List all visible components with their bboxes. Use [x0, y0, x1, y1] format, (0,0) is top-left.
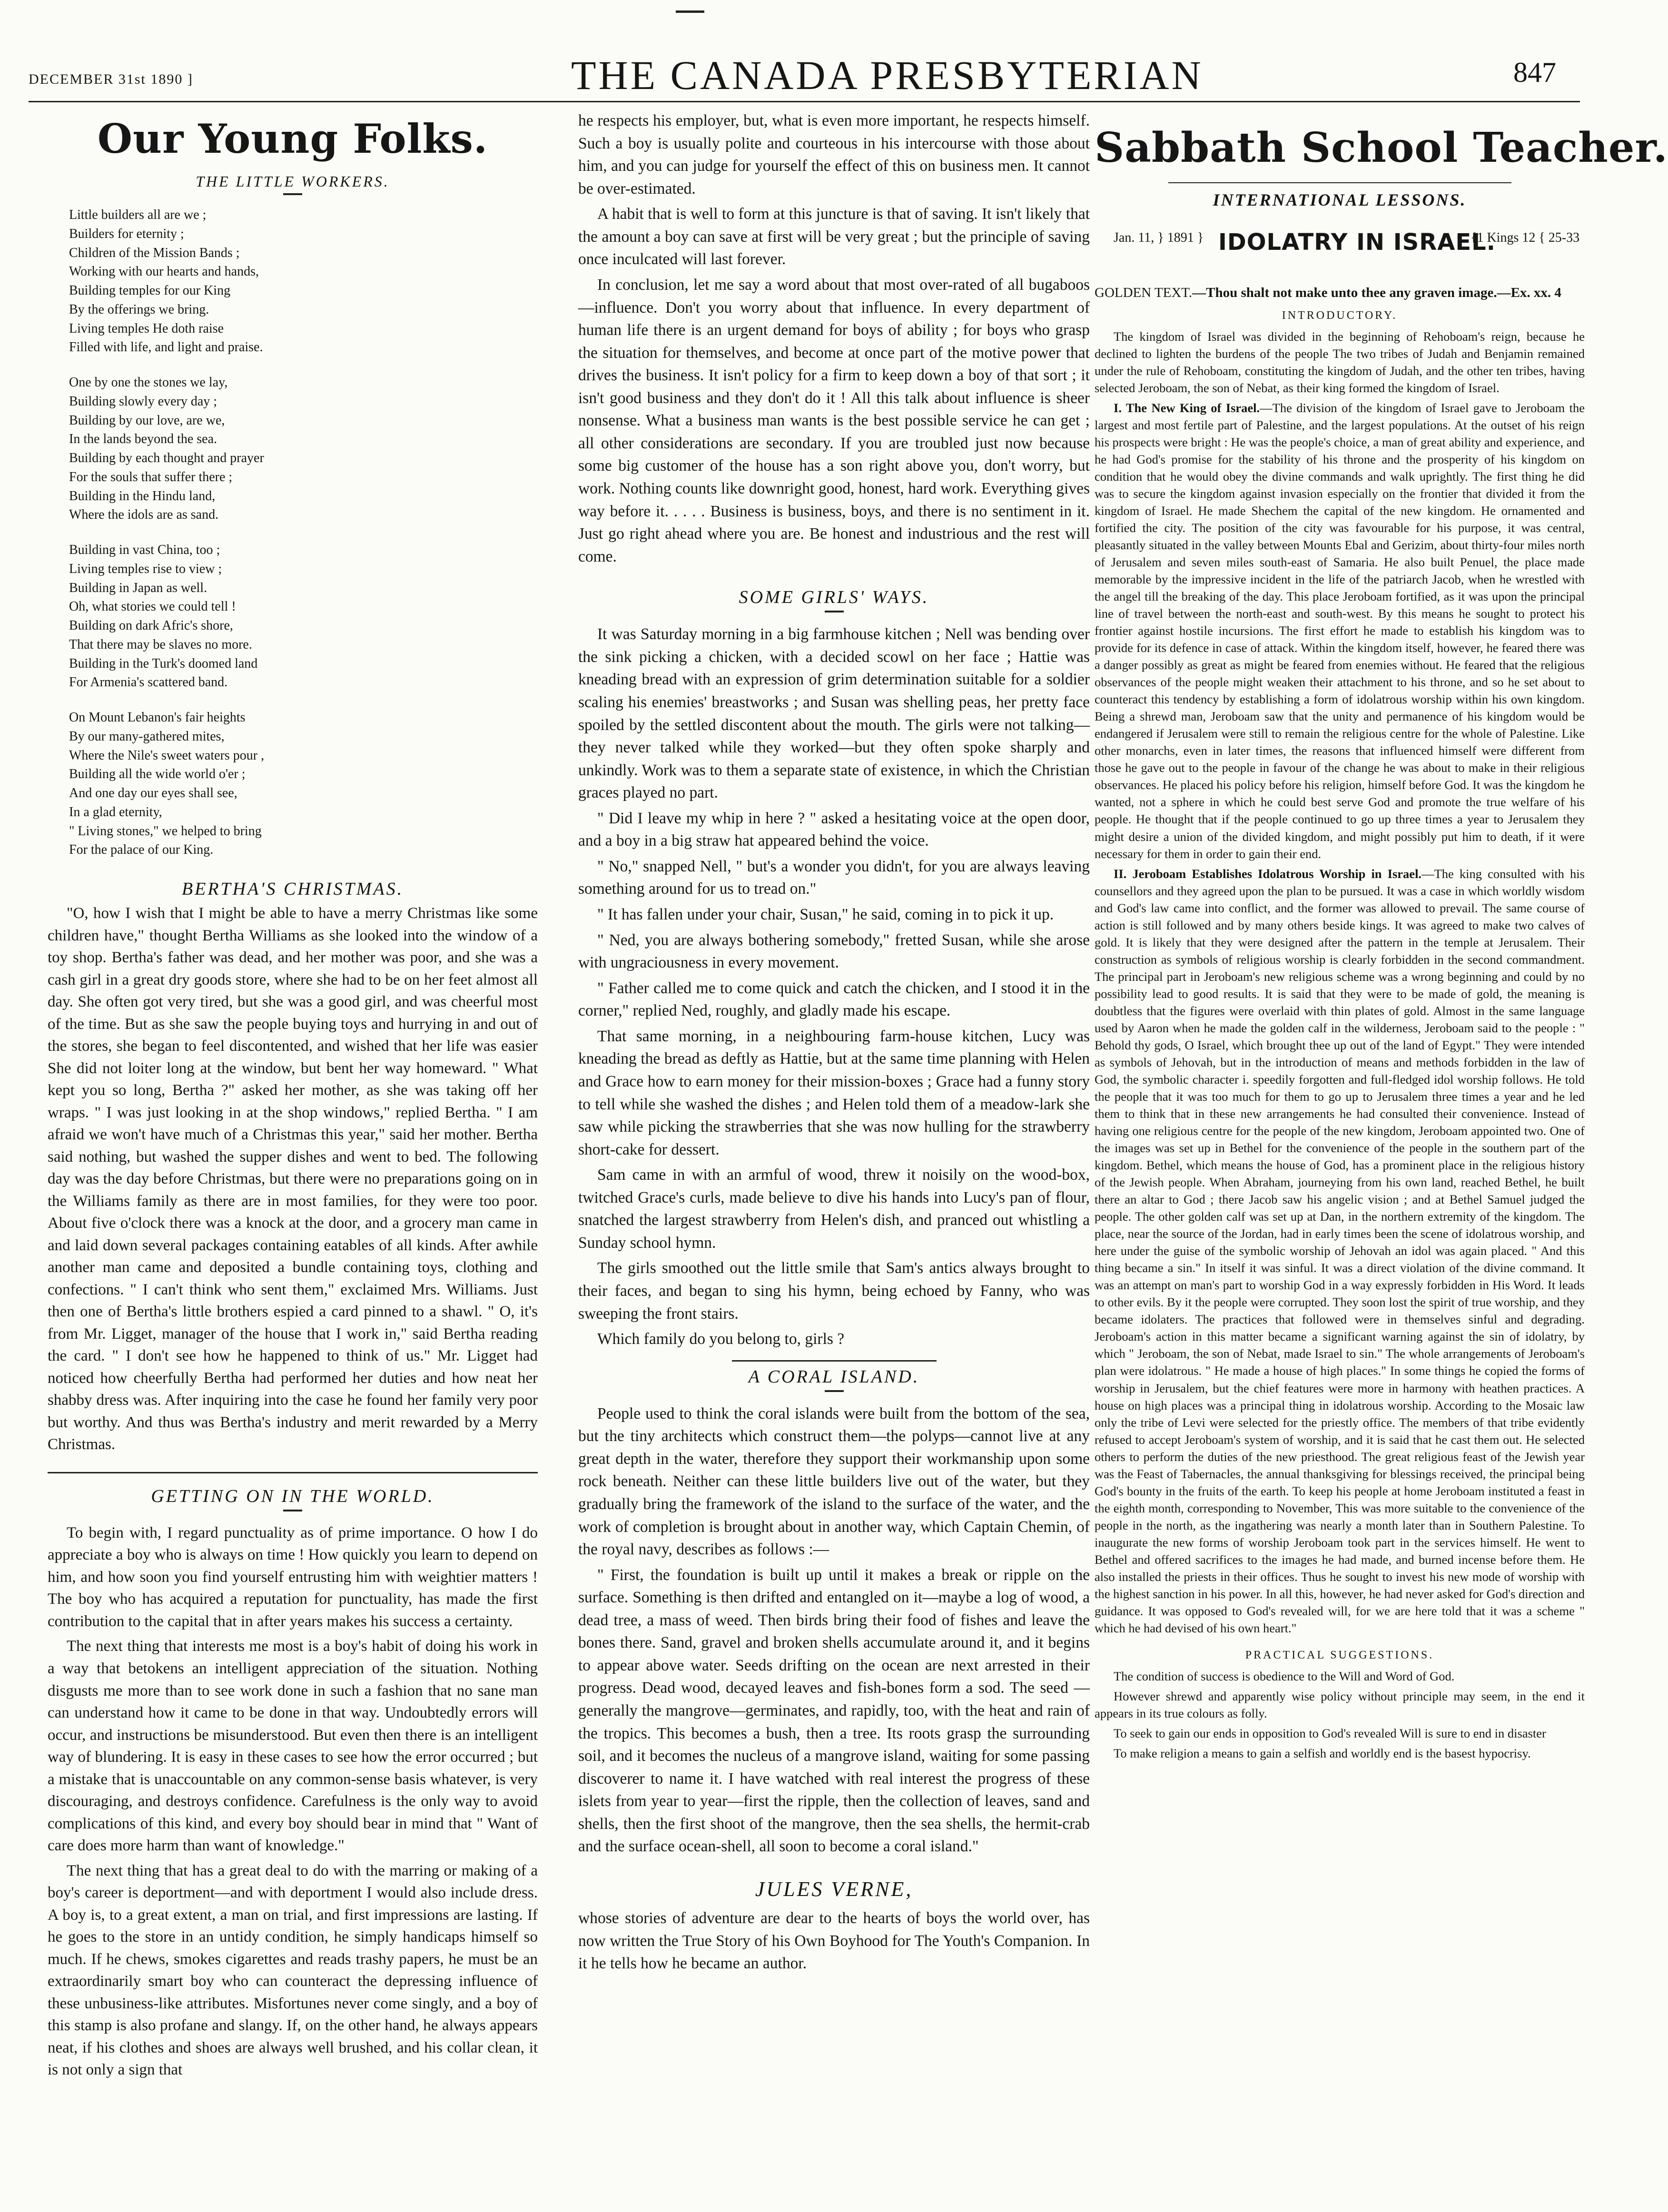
paragraph: Which family do you belong to, girls ?	[597, 1330, 845, 1348]
poem-line: Building temples for our King	[69, 283, 231, 298]
poem-stanza	[69, 206, 538, 357]
lesson-date: Jan. 11, } 1891 }	[1114, 230, 1204, 245]
poem-line: Living temples rise to view ;	[69, 561, 222, 576]
poem-line: Builders for eternity ;	[69, 226, 184, 241]
poem-line: On Mount Lebanon's fair heights	[69, 710, 246, 725]
lesson-reference: {1 Kings 12 { 25-33	[1471, 230, 1580, 245]
poem-line: Building on dark Afric's shore,	[69, 618, 233, 633]
poem-line: Where the Nile's sweet waters pour ,	[69, 748, 265, 763]
poem-line: For Armenia's scattered band.	[69, 675, 228, 690]
poem-line: Building slowly every day ;	[69, 394, 217, 409]
poem-line: In the lands beyond the sea.	[69, 432, 217, 447]
world-article-continued	[578, 109, 1090, 568]
section-heading: I. The New King of Israel.	[1114, 400, 1260, 415]
poem-line: Building in the Turk's doomed land	[69, 656, 258, 671]
poem-line: And one day our eyes shall see,	[69, 786, 237, 800]
poem-line: For the souls that suffer there ;	[69, 469, 233, 484]
poem-stanza	[69, 541, 538, 692]
poem	[48, 206, 538, 859]
masthead-rule	[1168, 182, 1511, 183]
coral-article	[578, 1402, 1090, 1858]
sabbath-school-masthead: Sabbath School Teacher.	[1095, 124, 1668, 172]
poem-line: Building by each thought and prayer	[69, 451, 264, 465]
coral-title: A CORAL ISLAND.	[748, 1366, 920, 1387]
paragraph	[1095, 399, 1585, 862]
poem-line: Building by our love, are we,	[69, 413, 225, 428]
title-dash	[283, 193, 302, 195]
world-article	[48, 1522, 538, 2081]
paragraph: " Ned, you are always bothering somebody," fretted Susan, while she arose with ungraciousness in every movement.	[578, 931, 1090, 972]
girls-title: SOME GIRLS' WAYS.	[739, 587, 929, 608]
paragraph: It was Saturday morning in a big farmhouse kitchen ; Nell was bending over the sink picking a chicken, with a decided scowl on her face ; Hattie was kneading bread with an expression of grim determination suitable for a soldier scaling his enemies' breastworks ; and Susan was shelling peas, her pretty face spoiled by the settled discontent about the mouth. The girls were not talking—they never talked while they worked—but they often spoke sharply and unkindly. Work was to them a separate state of existence, in which the Christian graces played no part.	[578, 625, 1090, 802]
lesson-body	[1095, 328, 1585, 1637]
paragraph: Sam came in with an armful of wood, threw it noisily on the wood-box, twitched Grace's curls, made believe to dive his hands into Lucy's pan of flour, snatched the largest strawberry from Helen's dish, and pranced out whistling a Sunday school hymn.	[578, 1166, 1090, 1252]
poem-line: Little builders all are we ;	[69, 207, 207, 222]
paragraph: That same morning, in a neighbouring farm-house kitchen, Lucy was kneading the bread as deftly as Hattie, but at the same time planning with Helen and Grace how to earn money for their mission-boxes ; Grace had a funny story to tell while she washed the dishes ; and Helen told them of a meadow-lark she saw while picking the strawberries that she was now hulling for the strawberry short-cake for dessert.	[578, 1027, 1090, 1158]
paragraph: The next thing that interests me most is a boy's habit of doing his work in a way that betokens an intelligent appreciation of the situation. Nothing disgusts me more than to see work done in such a fashion that no sane man can understand how it came to be done in that way. Undoubtedly errors will occur, and instructions be misunderstood. But even then there is an intelligent way of blundering. It is easy in these cases to see how the error occurred ; but a mistake that is unaccountable on any common-sense basis whatever, is very discouraging, and destroys confidence. Carefulness is the only way to avoid complications of this kind, and every boy should bear in mind that " Want of care does more harm than want of knowledge."	[48, 1638, 538, 1855]
column-1	[48, 109, 538, 2084]
paragraph: People used to think the coral islands were built from the bottom of the sea, but the tiny architects which construct them—the polyps—cannot live at any great depth in the water, therefore they support their workmanship upon some rock beneath. Neither can these little builders live out of the water, but they gradually bring the framework of the island to the surface of the water, and the work of completion is brought about in another way, which Captain Chemin, of the royal navy, describes as follows :—	[578, 1404, 1090, 1559]
section-rule	[732, 1360, 937, 1362]
bertha-story	[48, 902, 538, 1456]
paragraph	[1095, 865, 1585, 1637]
poem-line: By our many-gathered mites,	[69, 729, 225, 744]
newspaper-title: THE CANADA PRESBYTERIAN	[571, 52, 1204, 98]
poem-line: Living temples He doth raise	[69, 321, 224, 336]
title-dash	[825, 611, 844, 612]
paragraph: " First, the foundation is built up until it makes a break or ripple on the surface. Something is then drifted and entangled on it—maybe a log of wood, a dead tree, a mass of weed. Then birds bring their food of fishes and leave the bones there. Sand, gravel and broken shells accumulate around it, and it begins to appear above water. Seeds drifting on the ocean are next arrested in their progress. Dead wood, decayed leaves and fish-bones form a sod. The seed —generally the mangrove—germinates, and rapidly, too, with the heat and rain of the tropics. This becomes a bush, then a tree. Its roots grasp the surrounding soil, and it becomes the nucleus of a mangrove island, waiting for some passing discoverer to name it. I have watched with real interest the progress of these islets from year to year—first the ripple, then the collection of leaves, sand and shells, then the first shoot of the mangrove, then the sea shells, the hermit-crab and the surface ocean-shell, all soon to become a coral island."	[578, 1566, 1090, 1856]
poem-line: Where the idols are as sand.	[69, 507, 219, 523]
lesson-header	[1095, 221, 1585, 283]
poem-line: " Living stones," we helped to bring	[69, 823, 262, 839]
section-rule	[48, 1472, 538, 1473]
paragraph: The girls smoothed out the little smile that Sam's antics always brought to their faces, and began to sing his hymn, being echoed by Fanny, who was sweeping the front stairs.	[578, 1259, 1090, 1323]
golden-text-body: —Thou shalt not make unto thee any graven image.—Ex. xx. 4	[1192, 285, 1561, 300]
title-dash	[825, 1390, 844, 1392]
paragraph: In conclusion, let me say a word about that most over-rated of all bugaboos—influence. Don't you worry about that influence. In every department of human life there is an urgent demand for boys of ability ; for boys who grasp the situation for themselves, and become at once part of the motive power that drives the business. It isn't policy for a firm to keep down a boy of that sort ; it isn't good business and they don't do it ! All this talk about influence is sheer nonsense. What a business man wants is the best possible service he can get ; all other considerations are secondary. If you are troubled just now because some big customer of the house has a son right above you, don't worry, but work. Nothing counts like downright good, honest, hard work. Everything gives way before it. . . . . Business is business, boys, and there is no sentiment in it. Just go right ahead where you are. Be honest and industrious and the rest will come.	[578, 276, 1090, 565]
poem-line: Building in the Hindu land,	[69, 488, 216, 504]
poem-line: By the offerings we bring.	[69, 302, 209, 317]
poem-line: Building in vast China, too ;	[69, 543, 220, 557]
paragraph: he respects his employer, but, what is even more important, he respects himself. Such a boy is usually polite and courteous in his intercourse with those about him, and you can judge for yourself the effect of this on business men. It cannot be over-estimated.	[578, 112, 1090, 198]
poem-line: For the palace of our King.	[69, 842, 214, 858]
poem-stanza	[69, 373, 538, 524]
golden-text	[1095, 283, 1585, 303]
column-2	[578, 109, 1090, 1978]
jules-verne-heading: JULES VERNE,	[755, 1877, 913, 1901]
lesson-title: IDOLATRY IN ISRAEL.	[1218, 229, 1496, 256]
poem-stanza	[69, 708, 538, 859]
paragraph: " No," snapped Nell, " but's a wonder you didn't, for you are always leaving something around for us to tread on."	[578, 857, 1090, 898]
paragraph: To make religion a means to gain a selfish and worldly end is the basest hypocrisy.	[1114, 1746, 1531, 1761]
header-rule	[29, 101, 1580, 102]
section-heading: II. Jeroboam Establishes Idolatrous Worship in Israel.	[1114, 866, 1422, 881]
poem-title: THE LITTLE WORKERS.	[196, 173, 390, 190]
paragraph: "O, how I wish that I might be able to have a merry Christmas like some children have," thought Bertha Williams as she looked into the window of a toy shop. Bertha's father was dead, and her mother was poor, and she was a cash girl in a great dry goods store, where she had to be on her feet almost all day. She often got very tired, but she was a good girl, and was cheerful most of the time. But as she saw the people buying toys and hurrying in and out of the stores, she began to feel discontented, and wished that her life was easier She did not loiter long at the window, but bent her way homeward. " What kept you so long, Bertha ?" asked her mother, as she was taking off her wraps. " I was just looking in at the shop windows," replied Bertha. " I am afraid we won't have much of a Christmas this year," said her mother. Bertha said nothing, but washed the supper dishes and went to bed. The following day was the day before Christmas, but there were no preparations going on in the Williams family as there are in most families, for they were too poor. About five o'clock there was a knock at the door, and a grocery man came in and laid down several packages containing eatables of all kinds. After awhile another man came and deposited a bundle containing toys, clothing and confections. " I can't think who sent them," exclaimed Mrs. Williams. Just then one of Bertha's little brothers espied a card pinned to a shawl. " O, it's from Mr. Ligget, manager of the house that I work in," said Bertha reading the card. " I don't see how he happened to think of us." Mr. Ligget had noticed how cheerfully Bertha had performed her duties and how neat her shabby dress was. After inquiring into the case he found her family very poor but worthy. And thus was Bertha's industry and merit rewarded by a Merry Christmas.	[48, 905, 538, 1453]
poem-line: Oh, what stories we could tell !	[69, 599, 236, 614]
top-mark	[676, 10, 704, 13]
paragraph: whose stories of adventure are dear to the hearts of boys the world over, has now written the True Story of his Own Boyhood for The Youth's Companion. In it he tells how he became an author.	[578, 1909, 1090, 1973]
paragraph: " Father called me to come quick and catch the chicken, and I stood it in the corner," replied Ned, roughly, and gladly made his escape.	[578, 979, 1090, 1020]
section-text: —The division of the kingdom of Israel gave to Jeroboam the largest and most fertile part of Palestine, and the largest populations. At the outset of his reign his prospects were bright : He was the people's choice, a man of great ability and experience, and he had God's promise for the stability of his throne and the prosperity of his kingdom on condition that he would obey the divine commands and walk uprightly. The first thing he did was to secure the kingdom against invasion especially on the frontier that divided it from the kingdom of Israel. He made Shechem the capital of the new kingdom. He ornamented and fortified the city. The position of the city was favourable for his purpose, it was central, pleasantly situated in the valley between Mounts Ebal and Gerizim, about thirty-four miles north of Jerusalem and seven miles south-east of Samaria. He also built Penuel, the place made memorable by the impressive incident in the life of the patriarch Jacob, when he wrestled with the angel till the breaking of the day. This place Jeroboam fortified, as it was upon the principal line of travel between the north-east and south-west. By this means he sought to protect his frontier against hostile incursions. The first effort he made to establish his kingdom was to provide for its defence in case of attack. Within the kingdom itself, however, he feared there was a danger possibly as great as might be feared from enemies without. He feared that the religious observances of the people might weaken their attachment to his throne, and so he set about to counteract this tendency by establishing a form of idolatrous worship within his own kingdom. Being a shrewd man, Jeroboam saw that the unity and permanence of his kingdom would be endangered if Jerusalem were still to remain the religious centre for the whole of Palestine. Like other monarchs, even in later times, the reasons that influenced himself were different from those he gave out to the people in favour of the change he was about to make in their religious observances. He placed his policy before his religion, himself before God. It was the kingdom he wanted, not a sphere in which he could best serve God and promote the true welfare of his people. He thought that if the people continued to go up three times a year to Jerusalem they might desire a union of the divided kingdom, and might possibly put him to death, if it were necessary for them in order to gain their end.	[1095, 400, 1585, 861]
poem-line: In a glad eternity,	[69, 804, 162, 820]
poem-line: Children of the Mission Bands ;	[69, 245, 240, 260]
paragraph: " It has fallen under your chair, Susan," he said, coming in to pick it up.	[597, 906, 1054, 923]
paragraph: The condition of success is obedience to the Will and Word of God.	[1114, 1669, 1455, 1683]
poem-line: Building all the wide world o'er ;	[69, 767, 246, 782]
paragraph: However shrewd and apparently wise policy without principle may seem, in the end it appears in its true colours as folly.	[1095, 1689, 1585, 1721]
title-dash	[283, 1510, 302, 1511]
paragraph: " Did I leave my whip in here ? " asked a hesitating voice at the open door, and a boy in a big straw hat appeared behind the voice.	[578, 809, 1090, 850]
paragraph: A habit that is well to form at this juncture is that of saving. It isn't likely that the amount a boy can save at first will be very great ; but the principle of saving once inculcated will last forever.	[578, 205, 1090, 268]
bertha-title: BERTHA'S CHRISTMAS.	[181, 879, 404, 899]
poem-line: Filled with life, and light and praise.	[69, 340, 263, 355]
header-date: DECEMBER 31st 1890 ]	[29, 71, 193, 87]
jules-verne-notice	[578, 1907, 1090, 1975]
paragraph: The kingdom of Israel was divided in the beginning of Rehoboam's reign, because he declined to lighten the burdens of the people The two tribes of Judah and Benjamin remained under the rule of Rehoboam, constituting the kingdom of Judah, and the other ten tribes, having selected Jeroboam, the son of Nebat, as their king formed the kingdom of Israel.	[1095, 329, 1585, 395]
girls-story	[578, 623, 1090, 1350]
golden-text-label: GOLDEN TEXT.	[1095, 285, 1193, 300]
introductory-label: INTRODUCTORY.	[1282, 309, 1398, 322]
international-lessons: INTERNATIONAL LESSONS.	[1213, 190, 1467, 209]
page-number: 847	[1513, 57, 1556, 88]
paragraph: To seek to gain our ends in opposition to God's revealed Will is sure to end in disaster	[1114, 1726, 1546, 1741]
section-text: —The king consulted with his counsellors and they agreed upon the plan to be pursued. It was a case in which worldly wisdom and God's law came into conflict, and the former was allowed to prevail. The same course of action is still followed and by many others beside kings. It was agreed to make two calves of gold. It is likely that they were designed after the pattern in the temple at Jerusalem. Their construction as symbols of religious worship is clearly forbidden in the second commandment. The principal part in Jeroboam's new religious scheme was a wrong beginning and could by no possibility lead to good results. It is said that they were to be made of gold, the meaning is doubtless that the figures were overlaid with thin plates of gold. Almost in the same language used by Aaron when he made the golden calf in the wilderness, Jeroboam said to the people : " Behold thy gods, O Israel, which brought thee up out of the land of Egypt." They were intended as symbols of Jehovah, but in the introduction of means and methods forbidden in the law of God, the symbolic character i. speedily forgotten and full-fledged idol worship follows. He told the people that it was too much for them to go up to Jerusalem three times a year and he led them to think that in these new arrangements he had consulted their convenience. Instead of having one religious centre for the people of the new kingdom, Jeroboam appointed two. One of the images was set up in Bethel for the convenience of the people in the southern part of the kingdom. Bethel, which means the house of God, has a prominent place in the religious history of the Jewish people. When Abraham, journeying from his own land, reached Bethel, he built there an altar to God ; there Jacob saw his angelic vision ; and at Bethel Samuel judged the people. The other golden calf was set up at Dan, in the northern extremity of the kingdom. The place, near the source of the Jordan, had in early times been the scene of idolatrous worship, and here under the guise of the symbolic worship of Jehovah an idol was again placed. " And this thing became a sin." In itself it was sinful. It was a direct violation of the divine command. It was an attempt on man's part to worship God in a way expressly forbidden in His Word. It leads to other evils. By it the people were corrupted. They soon lost the spirit of true worship, and they became idolaters. The practices that followed were in themselves sinful and degrading. Jeroboam's action in this matter became a significant warning against the sin of idolatry, by which " Jeroboam, the son of Nebat, made Israel to sin." The whole arrangements of Jeroboam's plan were idolatrous. " He made a house of high places." In some things he copied the forms of worship in Jerusalem, but the chief features were more in harmony with heathen practices. A house on high places was a principal thing in idolatrous worship. According to the Mosaic law only the tribe of Levi were selected for the priestly office. The members of that tribe evidently refused to accept Jeroboam's system of worship, and it is said that he cast them out. He selected others to perform the duties of the new priesthood. The great religious feast of the Jewish year was the Feast of Tabernacles, the annual thanksgiving for blessings received, the principal being God's bounty in the fruits of the earth. To keep his people at home Jeroboam instituted a feast in the eighth month, corresponding to November, This was more suitable to the convenience of the people in the north, as the ingathering was nearly a month later than in Southern Palestine. To inaugurate the new forms of worship Jeroboam took part in the services himself. He went to Bethel and offered sacrifices to the images he had made, and burned incense before them. He also installed the priests in their offices. Thus he sought to invest his new mode of worship with the highest sanction in his power. In all this, however, he had never asked for God's direction and guidance. It was opposed to God's revealed will, for we are here told that it was a scheme " which he had devised of his own heart."	[1095, 866, 1585, 1635]
paragraph: To begin with, I regard punctuality as of prime importance. O how I do appreciate a boy who is always on time ! How quickly you learn to depend on him, and how soon you find yourself entrusting him with weightier matters ! The boy who has acquired a reputation for punctuality, has made the first contribution to the capital that in after years makes his success a certainty.	[48, 1524, 538, 1630]
young-folks-masthead: Our Young Folks.	[97, 115, 488, 162]
practical-suggestions	[1095, 1668, 1585, 1762]
poem-line: Building in Japan as well.	[69, 580, 207, 595]
poem-line: One by one the stones we lay,	[69, 375, 228, 390]
poem-line: That there may be slaves no more.	[69, 637, 252, 652]
column-3	[1095, 109, 1668, 1765]
world-title: GETTING ON IN THE WORLD.	[151, 1486, 434, 1506]
practical-label: PRACTICAL SUGGESTIONS.	[1245, 1649, 1434, 1661]
paragraph: The next thing that has a great deal to do with the marring or making of a boy's career is deportment—and with deportment I would also include dress. A boy is, to a great extent, a man on trial, and first impressions are lasting. If he goes to the store in an untidy condition, he simply handicaps himself so much. If he chews, smokes cigarettes and reads trashy papers, he must be an extraordinarily smart boy who can counteract the depressing influence of these unbusiness-like attributes. Misfortunes never come singly, and a boy of this stamp is also profane and slangy. If, on the other hand, he always appears neat, if his clothes and shoes are always well brushed, and his collar clean, it is not only a sign that	[48, 1862, 538, 2079]
poem-line: Working with our hearts and hands,	[69, 264, 259, 279]
